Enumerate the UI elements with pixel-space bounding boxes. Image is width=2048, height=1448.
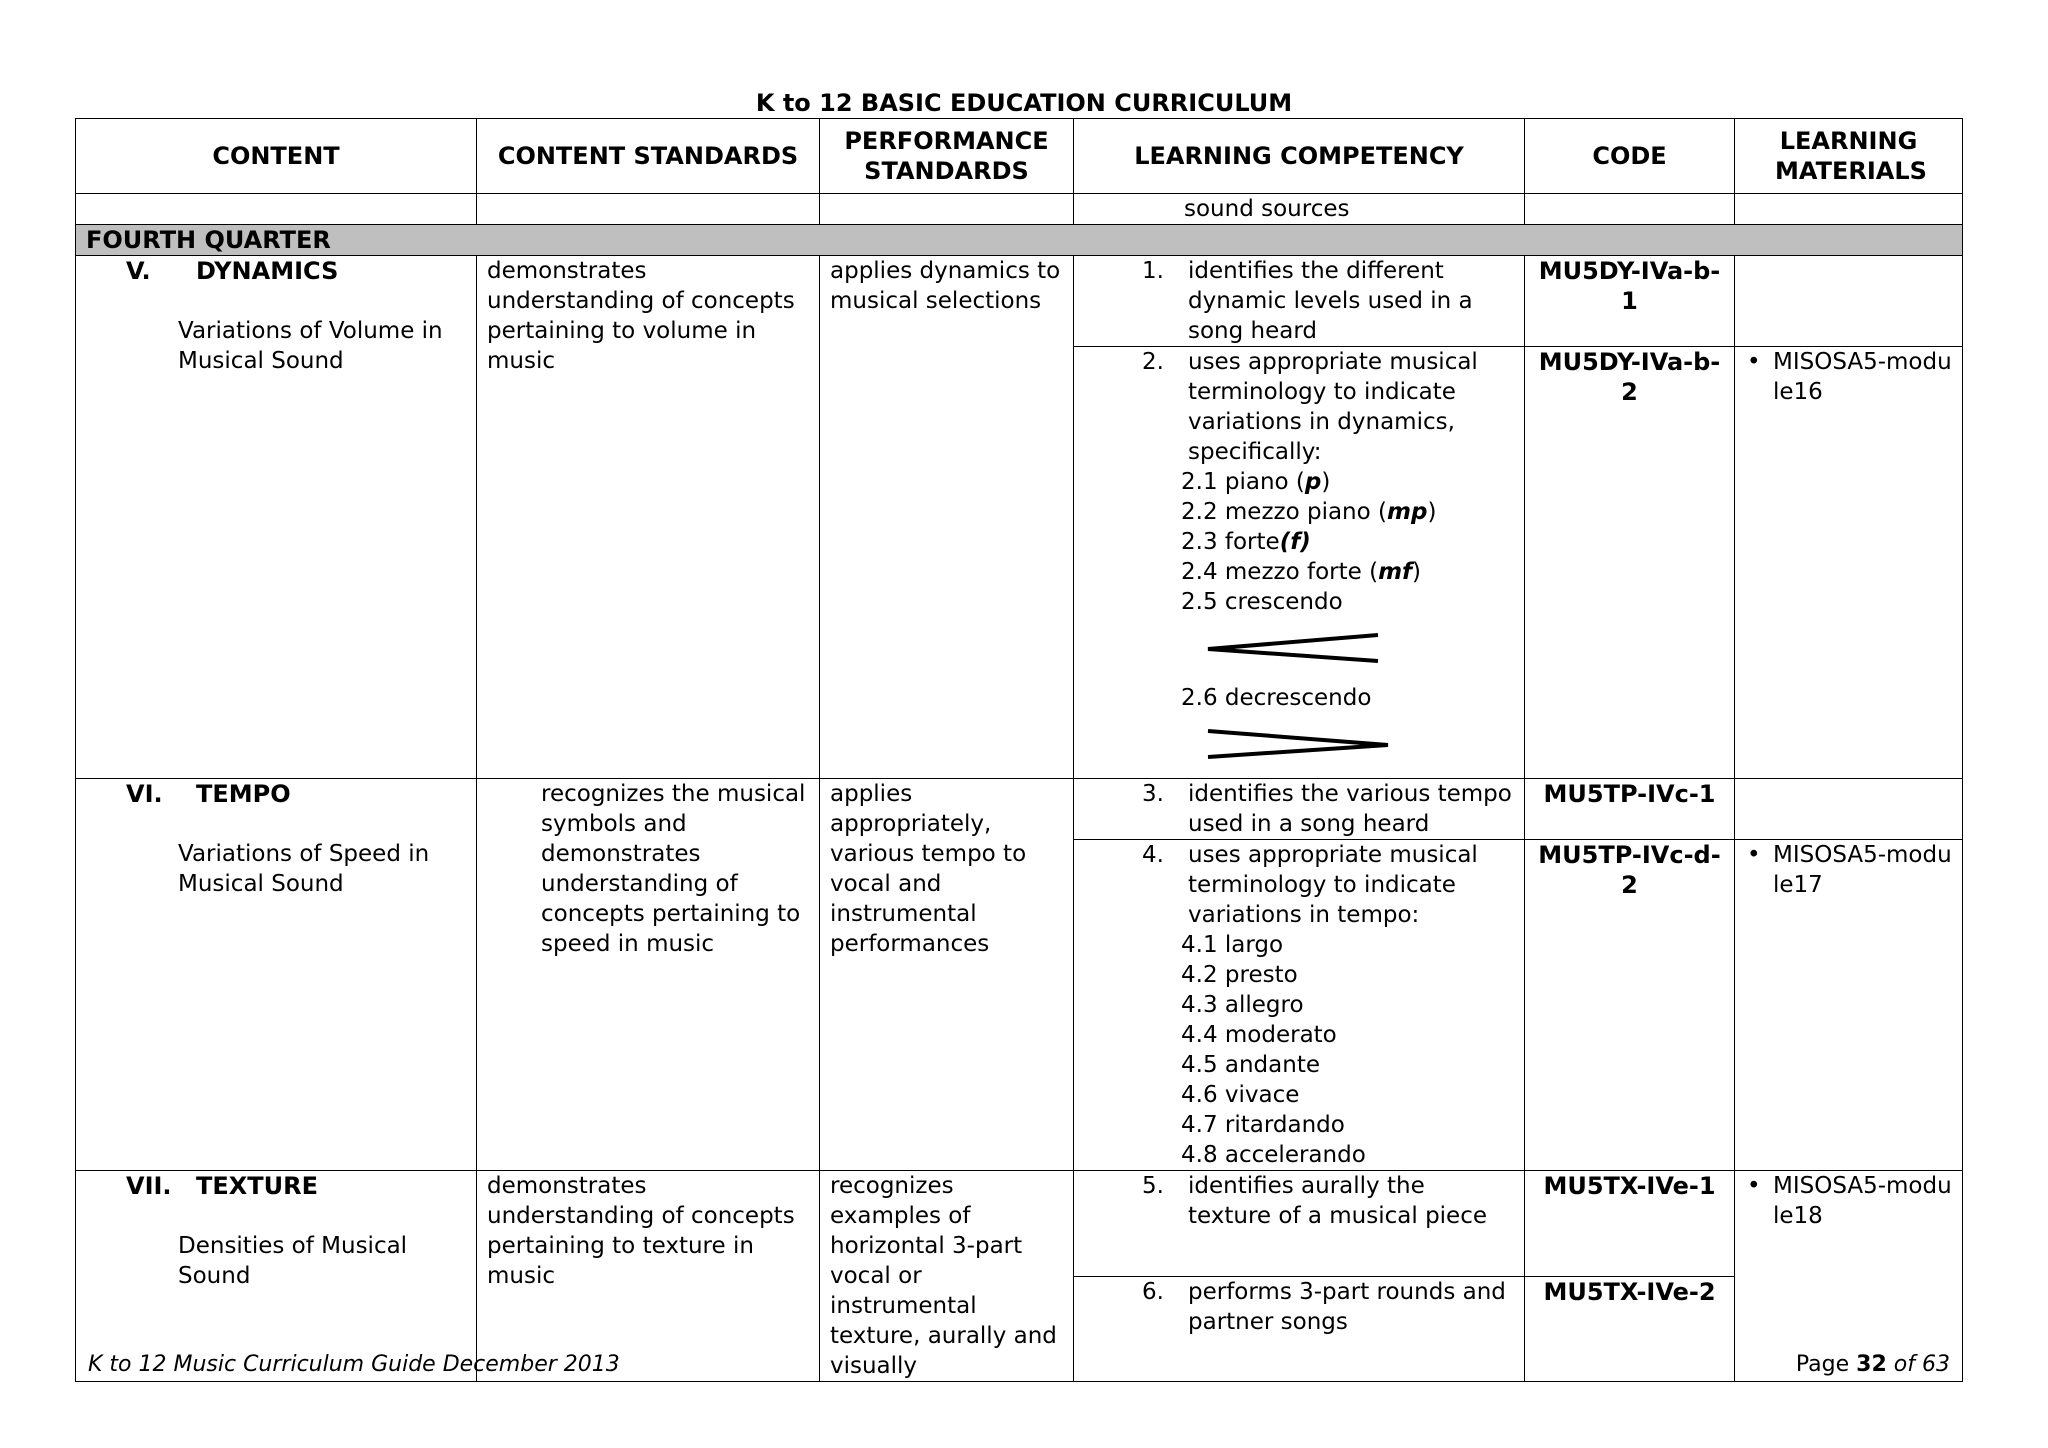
list-item: 4.5 andante xyxy=(1181,1052,1320,1078)
section-title: TEXTURE xyxy=(196,1172,319,1200)
competency-code: MU5DY-IVa-b-1 xyxy=(1525,256,1735,347)
competency: 5. identifies aurally the texture of a musical piece xyxy=(1074,1171,1525,1277)
performance-standard: applies appropriately, various tempo to vocal and instrumental performances xyxy=(820,779,1074,1171)
header-content-standards: CONTENT STANDARDS xyxy=(477,119,820,194)
list-item: 2.6 decrescendo xyxy=(1181,685,1372,711)
competency: 6. performs 3-part rounds and partner songs xyxy=(1074,1276,1525,1382)
list-item: 4.6 vivace xyxy=(1181,1082,1300,1108)
table-row xyxy=(76,1171,1963,1277)
learning-material xyxy=(1735,256,1963,347)
page-title: K to 12 BASIC EDUCATION CURRICULUM xyxy=(755,89,1293,117)
list-item: 2.3 forte(f) xyxy=(1181,529,1311,555)
list-item: 2.4 mezzo forte (mf) xyxy=(1181,559,1422,585)
content-standard: recognizes the musical symbols and demonstrates understanding of concepts pertaining to speed in music xyxy=(477,779,820,1171)
learning-material xyxy=(1735,779,1963,840)
learning-material: • MISOSA5-module17 xyxy=(1735,840,1963,1171)
section-subtitle: Variations of Speed in Musical Sound xyxy=(178,841,430,897)
curriculum-table xyxy=(75,118,1963,1382)
table-header-row xyxy=(76,119,1963,194)
list-item: 4.1 largo xyxy=(1181,932,1284,958)
footer-guide-title: K to 12 Music Curriculum Guide December 2013 xyxy=(88,1352,620,1377)
continuation-row xyxy=(76,194,1963,225)
section-subtitle: Variations of Volume in Musical Sound xyxy=(178,318,443,374)
competency: 2. uses appropriate musical terminology to indicate variations in dynamics, specifically: 2.1 piano (p) 2.2 mezzo piano (mp) 2.3 forte(f) 2.4 mezzo forte (mf) 2.5 crescendo 2.6 decrescendo xyxy=(1074,347,1525,779)
performance-standard: applies dynamics to musical selections xyxy=(820,256,1074,779)
header-content: CONTENT xyxy=(76,119,477,194)
list-item: 4.7 ritardando xyxy=(1181,1112,1345,1138)
section-title: DYNAMICS xyxy=(196,257,339,285)
list-item: 4.8 accelerando xyxy=(1181,1142,1366,1168)
competency: 1. identifies the different dynamic levels used in a song heard xyxy=(1074,256,1525,347)
content-standard: demonstrates understanding of concepts pertaining to texture in music xyxy=(477,1171,820,1382)
list-item: 4.4 moderato xyxy=(1181,1022,1337,1048)
bullet-icon: • xyxy=(1747,349,1761,375)
performance-standard: recognizes examples of horizontal 3-part vocal or instrumental texture, aurally and visually xyxy=(820,1171,1074,1382)
continuation-text: sound sources xyxy=(1074,194,1525,225)
list-item: 2.2 mezzo piano (mp) xyxy=(1181,499,1437,525)
learning-material: • MISOSA5-module18 xyxy=(1735,1171,1963,1382)
quarter-label: FOURTH QUARTER xyxy=(76,225,1963,256)
list-item: 4.2 presto xyxy=(1181,962,1298,988)
list-item: 2.1 piano (p) xyxy=(1181,469,1331,495)
quarter-row xyxy=(76,225,1963,256)
section-numeral: V. xyxy=(126,257,151,285)
competency: 3. identifies the various tempo used in a song heard xyxy=(1074,779,1525,840)
section-subtitle: Densities of Musical Sound xyxy=(178,1233,408,1289)
competency-code: MU5TX-IVe-1 xyxy=(1525,1171,1735,1277)
competency-code: MU5TP-IVc-d-2 xyxy=(1525,840,1735,1171)
header-performance-standards: PERFORMANCE STANDARDS xyxy=(820,119,1074,194)
competency-code: MU5DY-IVa-b-2 xyxy=(1525,347,1735,779)
page-number: Page 32 of 63 xyxy=(1795,1352,1950,1377)
list-item: 4.3 allegro xyxy=(1181,992,1304,1018)
table-row xyxy=(76,779,1963,840)
section-title: TEMPO xyxy=(196,780,291,808)
table-row xyxy=(76,256,1963,347)
crescendo-icon xyxy=(1203,629,1383,669)
content-cell xyxy=(76,1171,477,1382)
header-learning-competency: LEARNING COMPETENCY xyxy=(1074,119,1525,194)
competency-code: MU5TX-IVe-2 xyxy=(1525,1276,1735,1382)
decrescendo-icon xyxy=(1203,725,1393,765)
bullet-icon: • xyxy=(1747,1173,1761,1199)
section-numeral: VI. xyxy=(126,780,163,808)
content-cell xyxy=(76,779,477,1171)
header-code: CODE xyxy=(1525,119,1735,194)
competency: 4. uses appropriate musical terminology to indicate variations in tempo: 4.1 largo 4.2 presto 4.3 allegro 4.4 moderato 4.5 andante 4.6 vivace 4.7 ritardando 4.8 accelerando xyxy=(1074,840,1525,1171)
section-numeral: VII. xyxy=(126,1172,172,1200)
learning-material: • MISOSA5-module16 xyxy=(1735,347,1963,779)
competency-code: MU5TP-IVc-1 xyxy=(1525,779,1735,840)
list-item: 2.5 crescendo xyxy=(1181,589,1343,615)
bullet-icon: • xyxy=(1747,842,1761,868)
content-standard: demonstrates understanding of concepts pertaining to volume in music xyxy=(477,256,820,779)
header-learning-materials: LEARNING MATERIALS xyxy=(1735,119,1963,194)
content-cell xyxy=(76,256,477,779)
